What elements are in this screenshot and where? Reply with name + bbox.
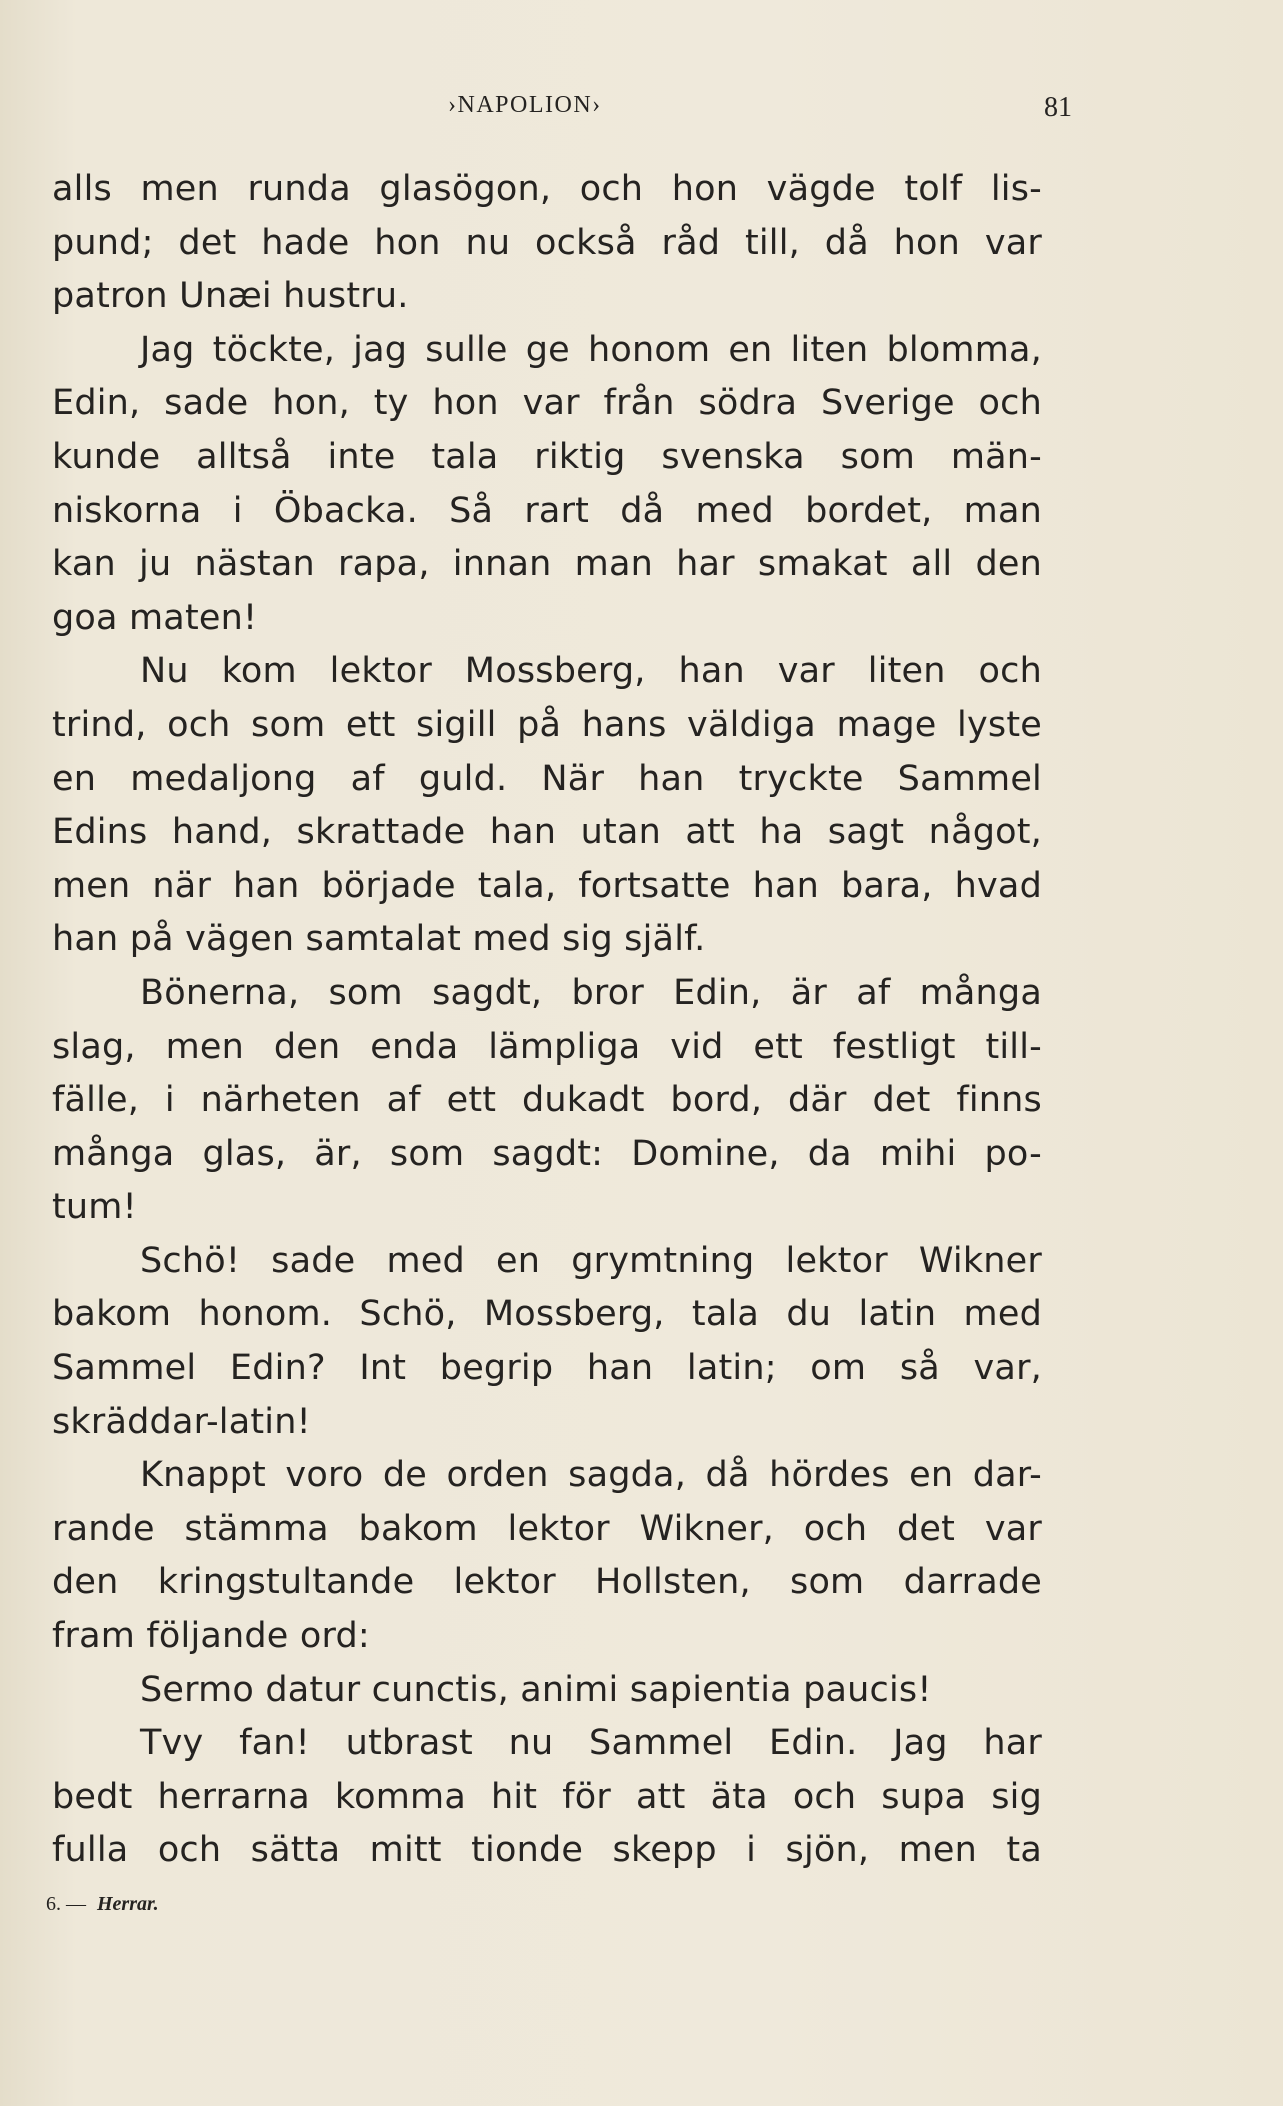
signature-dash: — xyxy=(66,1893,86,1915)
text-line: en medaljong af guld. När han tryckte Sammel xyxy=(52,758,1042,799)
text-line: bedt herrarna komma hit för att äta och supa sig xyxy=(52,1776,1042,1817)
text-line: den kringstultande lektor Hollsten, som darrade xyxy=(52,1562,1042,1603)
text-line: Nu kom lektor Mossberg, han var liten och xyxy=(140,651,1042,692)
text-line: Sammel Edin? Int begrip han latin; om så var, xyxy=(52,1348,1042,1389)
signature-mark xyxy=(46,1893,159,1916)
text-line: Edins hand, skrattade han utan att ha sagt något, xyxy=(52,812,1042,853)
text-line: fram följande ord: xyxy=(52,1616,370,1657)
text-line: skräddar-latin! xyxy=(52,1401,311,1442)
text-line: slag, men den enda lämpliga vid ett festligt till- xyxy=(52,1026,1042,1067)
signature-number: 6. xyxy=(46,1893,61,1915)
text-line: fälle, i närheten af ett dukadt bord, där det finns xyxy=(52,1080,1042,1121)
body-text xyxy=(52,163,1042,1878)
text-line: kan ju nästan rapa, innan man har smakat all den xyxy=(52,544,1042,585)
running-title: ›NAPOLION› xyxy=(448,92,602,118)
text-line: rande stämma bakom lektor Wikner, och det var xyxy=(52,1508,1042,1549)
text-line: han på vägen samtalat med sig själf. xyxy=(52,919,706,960)
text-line: många glas, är, som sagdt: Domine, da mihi po- xyxy=(52,1133,1042,1174)
signature-title: Herrar. xyxy=(97,1893,159,1915)
text-line: Sermo datur cunctis, animi sapientia paucis! xyxy=(140,1669,932,1710)
text-line: patron Unæi hustru. xyxy=(52,276,409,317)
text-line: tum! xyxy=(52,1187,137,1228)
text-line: bakom honom. Schö, Mossberg, tala du latin med xyxy=(52,1294,1042,1335)
text-line: fulla och sätta mitt tionde skepp i sjön, men ta xyxy=(52,1830,1042,1871)
page-number: 81 xyxy=(1044,92,1072,123)
text-line: men när han började tala, fortsatte han bara, hvad xyxy=(52,865,1042,906)
running-head xyxy=(0,92,1283,132)
text-line: pund; det hade hon nu också råd till, då hon var xyxy=(52,222,1042,263)
text-line: kunde alltså inte tala riktig svenska som män- xyxy=(52,436,1042,477)
text-line: goa maten! xyxy=(52,597,258,638)
text-line: Knappt voro de orden sagda, då hördes en dar- xyxy=(140,1455,1042,1496)
text-line: Tvy fan! utbrast nu Sammel Edin. Jag har xyxy=(140,1723,1042,1764)
text-line: Jag töckte, jag sulle ge honom en liten blomma, xyxy=(140,329,1042,370)
text-line: alls men runda glasögon, och hon vägde tolf lis- xyxy=(52,169,1042,209)
text-line: niskorna i Öbacka. Så rart då med bordet, man xyxy=(52,490,1042,531)
text-line: Edin, sade hon, ty hon var från södra Sverige och xyxy=(52,383,1042,424)
text-line: Schö! sade med en grymtning lektor Wikner xyxy=(140,1240,1042,1281)
text-line: Bönerna, som sagdt, bror Edin, är af många xyxy=(140,972,1042,1013)
text-line: trind, och som ett sigill på hans väldiga mage lyste xyxy=(52,704,1042,745)
